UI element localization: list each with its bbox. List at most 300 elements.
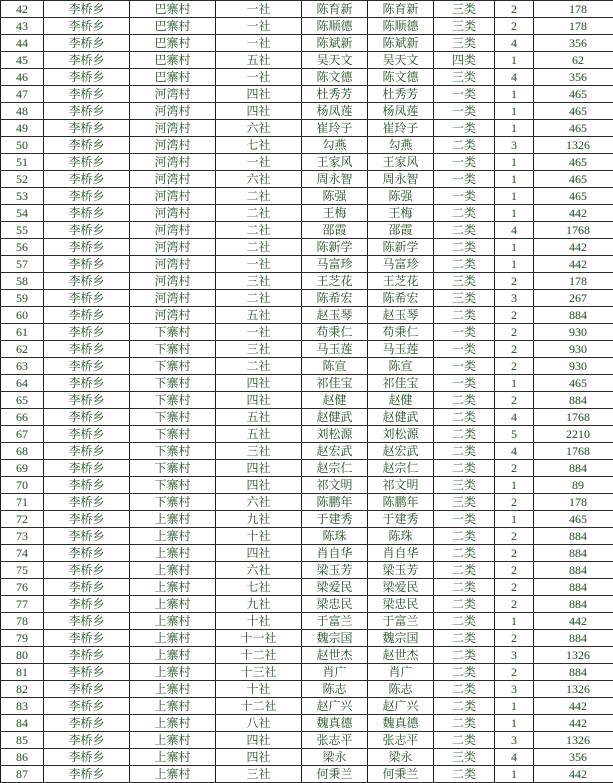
recipient-name-cell: 崔玲子	[368, 120, 434, 137]
village-cell: 上寨村	[130, 545, 216, 562]
amount-cell: 267	[534, 290, 613, 307]
group-cell: 三社	[216, 766, 302, 783]
amount-cell: 465	[534, 86, 613, 103]
amount-cell: 884	[534, 528, 613, 545]
head-name-cell: 崔玲子	[302, 120, 368, 137]
row-number-cell: 65	[1, 392, 44, 409]
township-cell: 李桥乡	[44, 426, 130, 443]
village-cell: 河湾村	[130, 171, 216, 188]
people-count-cell: 2	[495, 562, 534, 579]
amount-cell: 884	[534, 392, 613, 409]
category-cell: 一类	[434, 375, 495, 392]
township-cell: 李桥乡	[44, 392, 130, 409]
head-name-cell: 周永智	[302, 171, 368, 188]
amount-cell: 465	[534, 511, 613, 528]
row-number-cell: 53	[1, 188, 44, 205]
category-cell: 二类	[434, 137, 495, 154]
village-cell: 上寨村	[130, 715, 216, 732]
table-row	[1, 409, 613, 426]
group-cell: 十二社	[216, 647, 302, 664]
people-count-cell: 2	[495, 579, 534, 596]
recipient-name-cell: 陈志	[368, 681, 434, 698]
row-number-cell: 42	[1, 1, 44, 18]
head-name-cell: 赵宏武	[302, 443, 368, 460]
recipient-name-cell: 陈希宏	[368, 290, 434, 307]
category-cell: 二类	[434, 426, 495, 443]
village-cell: 河湾村	[130, 120, 216, 137]
recipient-name-cell: 肖自华	[368, 545, 434, 562]
township-cell: 李桥乡	[44, 341, 130, 358]
group-cell: 十一社	[216, 630, 302, 647]
amount-cell: 178	[534, 494, 613, 511]
table-row	[1, 1, 613, 18]
township-cell: 李桥乡	[44, 35, 130, 52]
people-count-cell: 2	[495, 324, 534, 341]
recipient-name-cell: 陈鹏年	[368, 494, 434, 511]
category-cell: 三类	[434, 273, 495, 290]
table-row	[1, 341, 613, 358]
township-cell: 李桥乡	[44, 443, 130, 460]
head-name-cell: 陈珠	[302, 528, 368, 545]
category-cell: 一类	[434, 341, 495, 358]
group-cell: 四社	[216, 545, 302, 562]
row-number-cell: 50	[1, 137, 44, 154]
group-cell: 十三社	[216, 664, 302, 681]
table-row	[1, 494, 613, 511]
township-cell: 李桥乡	[44, 749, 130, 766]
village-cell: 下寨村	[130, 494, 216, 511]
group-cell: 四社	[216, 477, 302, 494]
village-cell: 上寨村	[130, 528, 216, 545]
village-cell: 下寨村	[130, 324, 216, 341]
people-count-cell: 2	[495, 307, 534, 324]
table-row	[1, 358, 613, 375]
amount-cell: 884	[534, 460, 613, 477]
amount-cell: 465	[534, 120, 613, 137]
township-cell: 李桥乡	[44, 664, 130, 681]
amount-cell: 442	[534, 205, 613, 222]
table-row	[1, 698, 613, 715]
table-row	[1, 749, 613, 766]
head-name-cell: 祁佳宝	[302, 375, 368, 392]
row-number-cell: 86	[1, 749, 44, 766]
township-cell: 李桥乡	[44, 307, 130, 324]
village-cell: 上寨村	[130, 647, 216, 664]
group-cell: 九社	[216, 596, 302, 613]
group-cell: 一社	[216, 154, 302, 171]
group-cell: 六社	[216, 562, 302, 579]
table-row	[1, 239, 613, 256]
people-count-cell: 3	[495, 681, 534, 698]
category-cell: 三类	[434, 69, 495, 86]
amount-cell: 2210	[534, 426, 613, 443]
township-cell: 李桥乡	[44, 222, 130, 239]
township-cell: 李桥乡	[44, 324, 130, 341]
category-cell: 二类	[434, 681, 495, 698]
people-count-cell: 1	[495, 256, 534, 273]
table-row	[1, 511, 613, 528]
head-name-cell: 赵玉琴	[302, 307, 368, 324]
group-cell: 十社	[216, 613, 302, 630]
category-cell: 一类	[434, 171, 495, 188]
category-cell: 三类	[434, 290, 495, 307]
amount-cell: 442	[534, 698, 613, 715]
recipient-name-cell: 何秉兰	[368, 766, 434, 783]
category-cell: 一类	[434, 86, 495, 103]
group-cell: 四社	[216, 375, 302, 392]
category-cell: 二类	[434, 392, 495, 409]
row-number-cell: 73	[1, 528, 44, 545]
table-row	[1, 256, 613, 273]
township-cell: 李桥乡	[44, 103, 130, 120]
recipient-name-cell: 魏宗国	[368, 630, 434, 647]
group-cell: 五社	[216, 409, 302, 426]
recipient-name-cell: 赵玉琴	[368, 307, 434, 324]
people-count-cell: 2	[495, 596, 534, 613]
amount-cell: 1326	[534, 732, 613, 749]
township-cell: 李桥乡	[44, 256, 130, 273]
head-name-cell: 梁玉芳	[302, 562, 368, 579]
township-cell: 李桥乡	[44, 69, 130, 86]
row-number-cell: 76	[1, 579, 44, 596]
village-cell: 河湾村	[130, 307, 216, 324]
head-name-cell: 梁爱民	[302, 579, 368, 596]
head-name-cell: 梁忠民	[302, 596, 368, 613]
head-name-cell: 赵世杰	[302, 647, 368, 664]
row-number-cell: 77	[1, 596, 44, 613]
category-cell: 二类	[434, 443, 495, 460]
township-cell: 李桥乡	[44, 358, 130, 375]
people-count-cell: 4	[495, 443, 534, 460]
amount-cell: 465	[534, 103, 613, 120]
category-cell: 一类	[434, 120, 495, 137]
village-cell: 下寨村	[130, 460, 216, 477]
amount-cell: 884	[534, 630, 613, 647]
township-cell: 李桥乡	[44, 647, 130, 664]
row-number-cell: 54	[1, 205, 44, 222]
category-cell: 二类	[434, 630, 495, 647]
category-cell: 二类	[434, 205, 495, 222]
table-row	[1, 86, 613, 103]
head-name-cell: 邵霞	[302, 222, 368, 239]
table-row	[1, 52, 613, 69]
township-cell: 李桥乡	[44, 511, 130, 528]
village-cell: 上寨村	[130, 749, 216, 766]
row-number-cell: 83	[1, 698, 44, 715]
township-cell: 李桥乡	[44, 477, 130, 494]
table-row	[1, 681, 613, 698]
township-cell: 李桥乡	[44, 409, 130, 426]
head-name-cell: 张志平	[302, 732, 368, 749]
table-row	[1, 290, 613, 307]
people-count-cell: 1	[495, 52, 534, 69]
recipient-name-cell: 勾燕	[368, 137, 434, 154]
table-row	[1, 188, 613, 205]
recipient-name-cell: 刘松源	[368, 426, 434, 443]
category-cell: 三类	[434, 749, 495, 766]
category-cell: 一类	[434, 324, 495, 341]
row-number-cell: 60	[1, 307, 44, 324]
category-cell: 三类	[434, 1, 495, 18]
group-cell: 六社	[216, 494, 302, 511]
people-count-cell: 2	[495, 630, 534, 647]
amount-cell: 356	[534, 69, 613, 86]
people-count-cell: 1	[495, 154, 534, 171]
group-cell: 二社	[216, 188, 302, 205]
village-cell: 下寨村	[130, 426, 216, 443]
category-cell: 三类	[434, 477, 495, 494]
table-row	[1, 630, 613, 647]
table-row	[1, 18, 613, 35]
people-count-cell: 2	[495, 460, 534, 477]
category-cell: 一类	[434, 358, 495, 375]
group-cell: 一社	[216, 1, 302, 18]
recipient-name-cell: 魏真德	[368, 715, 434, 732]
category-cell: 一类	[434, 188, 495, 205]
recipient-name-cell: 王家风	[368, 154, 434, 171]
people-count-cell: 2	[495, 18, 534, 35]
village-cell: 河湾村	[130, 137, 216, 154]
township-cell: 李桥乡	[44, 171, 130, 188]
people-count-cell: 3	[495, 137, 534, 154]
group-cell: 四社	[216, 749, 302, 766]
category-cell: 二类	[434, 698, 495, 715]
row-number-cell: 48	[1, 103, 44, 120]
recipient-name-cell: 赵世杰	[368, 647, 434, 664]
amount-cell: 884	[534, 664, 613, 681]
group-cell: 二社	[216, 222, 302, 239]
village-cell: 河湾村	[130, 273, 216, 290]
township-cell: 李桥乡	[44, 86, 130, 103]
people-count-cell: 2	[495, 273, 534, 290]
category-cell: 二类	[434, 715, 495, 732]
amount-cell: 465	[534, 171, 613, 188]
category-cell: 四类	[434, 52, 495, 69]
head-name-cell: 陈志	[302, 681, 368, 698]
head-name-cell: 吴天文	[302, 52, 368, 69]
group-cell: 三社	[216, 273, 302, 290]
table-row	[1, 137, 613, 154]
head-name-cell: 王梅	[302, 205, 368, 222]
group-cell: 二社	[216, 358, 302, 375]
row-number-cell: 79	[1, 630, 44, 647]
group-cell: 二社	[216, 205, 302, 222]
township-cell: 李桥乡	[44, 494, 130, 511]
amount-cell: 465	[534, 188, 613, 205]
township-cell: 李桥乡	[44, 766, 130, 783]
township-cell: 李桥乡	[44, 1, 130, 18]
village-cell: 巴寨村	[130, 18, 216, 35]
head-name-cell: 梁永	[302, 749, 368, 766]
village-cell: 上寨村	[130, 511, 216, 528]
group-cell: 四社	[216, 732, 302, 749]
township-cell: 李桥乡	[44, 732, 130, 749]
people-count-cell: 1	[495, 511, 534, 528]
head-name-cell: 马玉莲	[302, 341, 368, 358]
row-number-cell: 49	[1, 120, 44, 137]
township-cell: 李桥乡	[44, 630, 130, 647]
recipient-name-cell: 吴天文	[368, 52, 434, 69]
table-row	[1, 426, 613, 443]
table-row	[1, 460, 613, 477]
people-count-cell: 2	[495, 528, 534, 545]
village-cell: 上寨村	[130, 664, 216, 681]
category-cell: 二类	[434, 596, 495, 613]
head-name-cell: 陈鹏年	[302, 494, 368, 511]
recipient-name-cell: 王梅	[368, 205, 434, 222]
township-cell: 李桥乡	[44, 715, 130, 732]
category-cell: 一类	[434, 511, 495, 528]
amount-cell: 465	[534, 154, 613, 171]
amount-cell: 1326	[534, 647, 613, 664]
people-count-cell: 1	[495, 766, 534, 783]
row-number-cell: 71	[1, 494, 44, 511]
head-name-cell: 祁文明	[302, 477, 368, 494]
amount-cell: 178	[534, 1, 613, 18]
recipient-name-cell: 张志平	[368, 732, 434, 749]
head-name-cell: 陈顺德	[302, 18, 368, 35]
recipient-name-cell: 于富兰	[368, 613, 434, 630]
group-cell: 二社	[216, 290, 302, 307]
category-cell: 二类	[434, 664, 495, 681]
village-cell: 上寨村	[130, 732, 216, 749]
row-number-cell: 70	[1, 477, 44, 494]
group-cell: 七社	[216, 579, 302, 596]
row-number-cell: 64	[1, 375, 44, 392]
group-cell: 六社	[216, 120, 302, 137]
head-name-cell: 魏宗国	[302, 630, 368, 647]
people-count-cell: 1	[495, 86, 534, 103]
group-cell: 九社	[216, 511, 302, 528]
people-count-cell: 1	[495, 188, 534, 205]
category-cell: 二类	[434, 528, 495, 545]
table-row	[1, 392, 613, 409]
people-count-cell: 4	[495, 35, 534, 52]
people-count-cell: 2	[495, 341, 534, 358]
table-row	[1, 205, 613, 222]
village-cell: 下寨村	[130, 477, 216, 494]
head-name-cell: 马富珍	[302, 256, 368, 273]
amount-cell: 442	[534, 256, 613, 273]
people-count-cell: 4	[495, 749, 534, 766]
recipient-name-cell: 赵健	[368, 392, 434, 409]
recipient-name-cell: 陈强	[368, 188, 434, 205]
recipient-name-cell: 赵宗仁	[368, 460, 434, 477]
table-row	[1, 443, 613, 460]
row-number-cell: 43	[1, 18, 44, 35]
township-cell: 李桥乡	[44, 375, 130, 392]
people-count-cell: 2	[495, 392, 534, 409]
township-cell: 李桥乡	[44, 137, 130, 154]
group-cell: 一社	[216, 69, 302, 86]
village-cell: 下寨村	[130, 392, 216, 409]
group-cell: 八社	[216, 715, 302, 732]
head-name-cell: 何秉兰	[302, 766, 368, 783]
amount-cell: 465	[534, 375, 613, 392]
category-cell: 二类	[434, 460, 495, 477]
village-cell: 巴寨村	[130, 52, 216, 69]
row-number-cell: 52	[1, 171, 44, 188]
table-row	[1, 579, 613, 596]
row-number-cell: 44	[1, 35, 44, 52]
head-name-cell: 陈文德	[302, 69, 368, 86]
township-cell: 李桥乡	[44, 52, 130, 69]
table-row	[1, 307, 613, 324]
category-cell: 二类	[434, 613, 495, 630]
category-cell: 二类	[434, 766, 495, 783]
row-number-cell: 59	[1, 290, 44, 307]
recipient-name-cell: 陈新学	[368, 239, 434, 256]
row-number-cell: 78	[1, 613, 44, 630]
village-cell: 上寨村	[130, 596, 216, 613]
table-row	[1, 477, 613, 494]
township-cell: 李桥乡	[44, 188, 130, 205]
category-cell: 二类	[434, 732, 495, 749]
head-name-cell: 苟秉仁	[302, 324, 368, 341]
amount-cell: 356	[534, 35, 613, 52]
table-row	[1, 273, 613, 290]
table-row	[1, 647, 613, 664]
recipient-name-cell: 梁爱民	[368, 579, 434, 596]
village-cell: 河湾村	[130, 103, 216, 120]
head-name-cell: 赵健	[302, 392, 368, 409]
village-cell: 河湾村	[130, 154, 216, 171]
head-name-cell: 魏真德	[302, 715, 368, 732]
group-cell: 三社	[216, 443, 302, 460]
row-number-cell: 82	[1, 681, 44, 698]
amount-cell: 930	[534, 341, 613, 358]
village-cell: 河湾村	[130, 290, 216, 307]
village-cell: 下寨村	[130, 409, 216, 426]
people-count-cell: 3	[495, 732, 534, 749]
recipient-name-cell: 梁永	[368, 749, 434, 766]
people-count-cell: 2	[495, 358, 534, 375]
category-cell: 二类	[434, 256, 495, 273]
table-row	[1, 120, 613, 137]
table-row	[1, 562, 613, 579]
row-number-cell: 58	[1, 273, 44, 290]
recipient-name-cell: 陈宣	[368, 358, 434, 375]
table-row	[1, 766, 613, 783]
table-row	[1, 171, 613, 188]
amount-cell: 1326	[534, 681, 613, 698]
township-cell: 李桥乡	[44, 239, 130, 256]
people-count-cell: 4	[495, 222, 534, 239]
head-name-cell: 杜秀芳	[302, 86, 368, 103]
people-count-cell: 3	[495, 290, 534, 307]
recipient-name-cell: 陈顺德	[368, 18, 434, 35]
people-count-cell: 1	[495, 698, 534, 715]
head-name-cell: 勾燕	[302, 137, 368, 154]
recipient-name-cell: 梁玉芳	[368, 562, 434, 579]
people-count-cell: 2	[495, 1, 534, 18]
recipient-name-cell: 王芝花	[368, 273, 434, 290]
amount-cell: 884	[534, 562, 613, 579]
recipient-name-cell: 杨凤莲	[368, 103, 434, 120]
village-cell: 上寨村	[130, 681, 216, 698]
head-name-cell: 王芝花	[302, 273, 368, 290]
amount-cell: 62	[534, 52, 613, 69]
amount-cell: 442	[534, 613, 613, 630]
group-cell: 十社	[216, 681, 302, 698]
category-cell: 二类	[434, 409, 495, 426]
table-row	[1, 103, 613, 120]
recipient-name-cell: 邵霞	[368, 222, 434, 239]
recipient-name-cell: 陈珠	[368, 528, 434, 545]
head-name-cell: 陈斌新	[302, 35, 368, 52]
village-cell: 下寨村	[130, 358, 216, 375]
group-cell: 四社	[216, 460, 302, 477]
